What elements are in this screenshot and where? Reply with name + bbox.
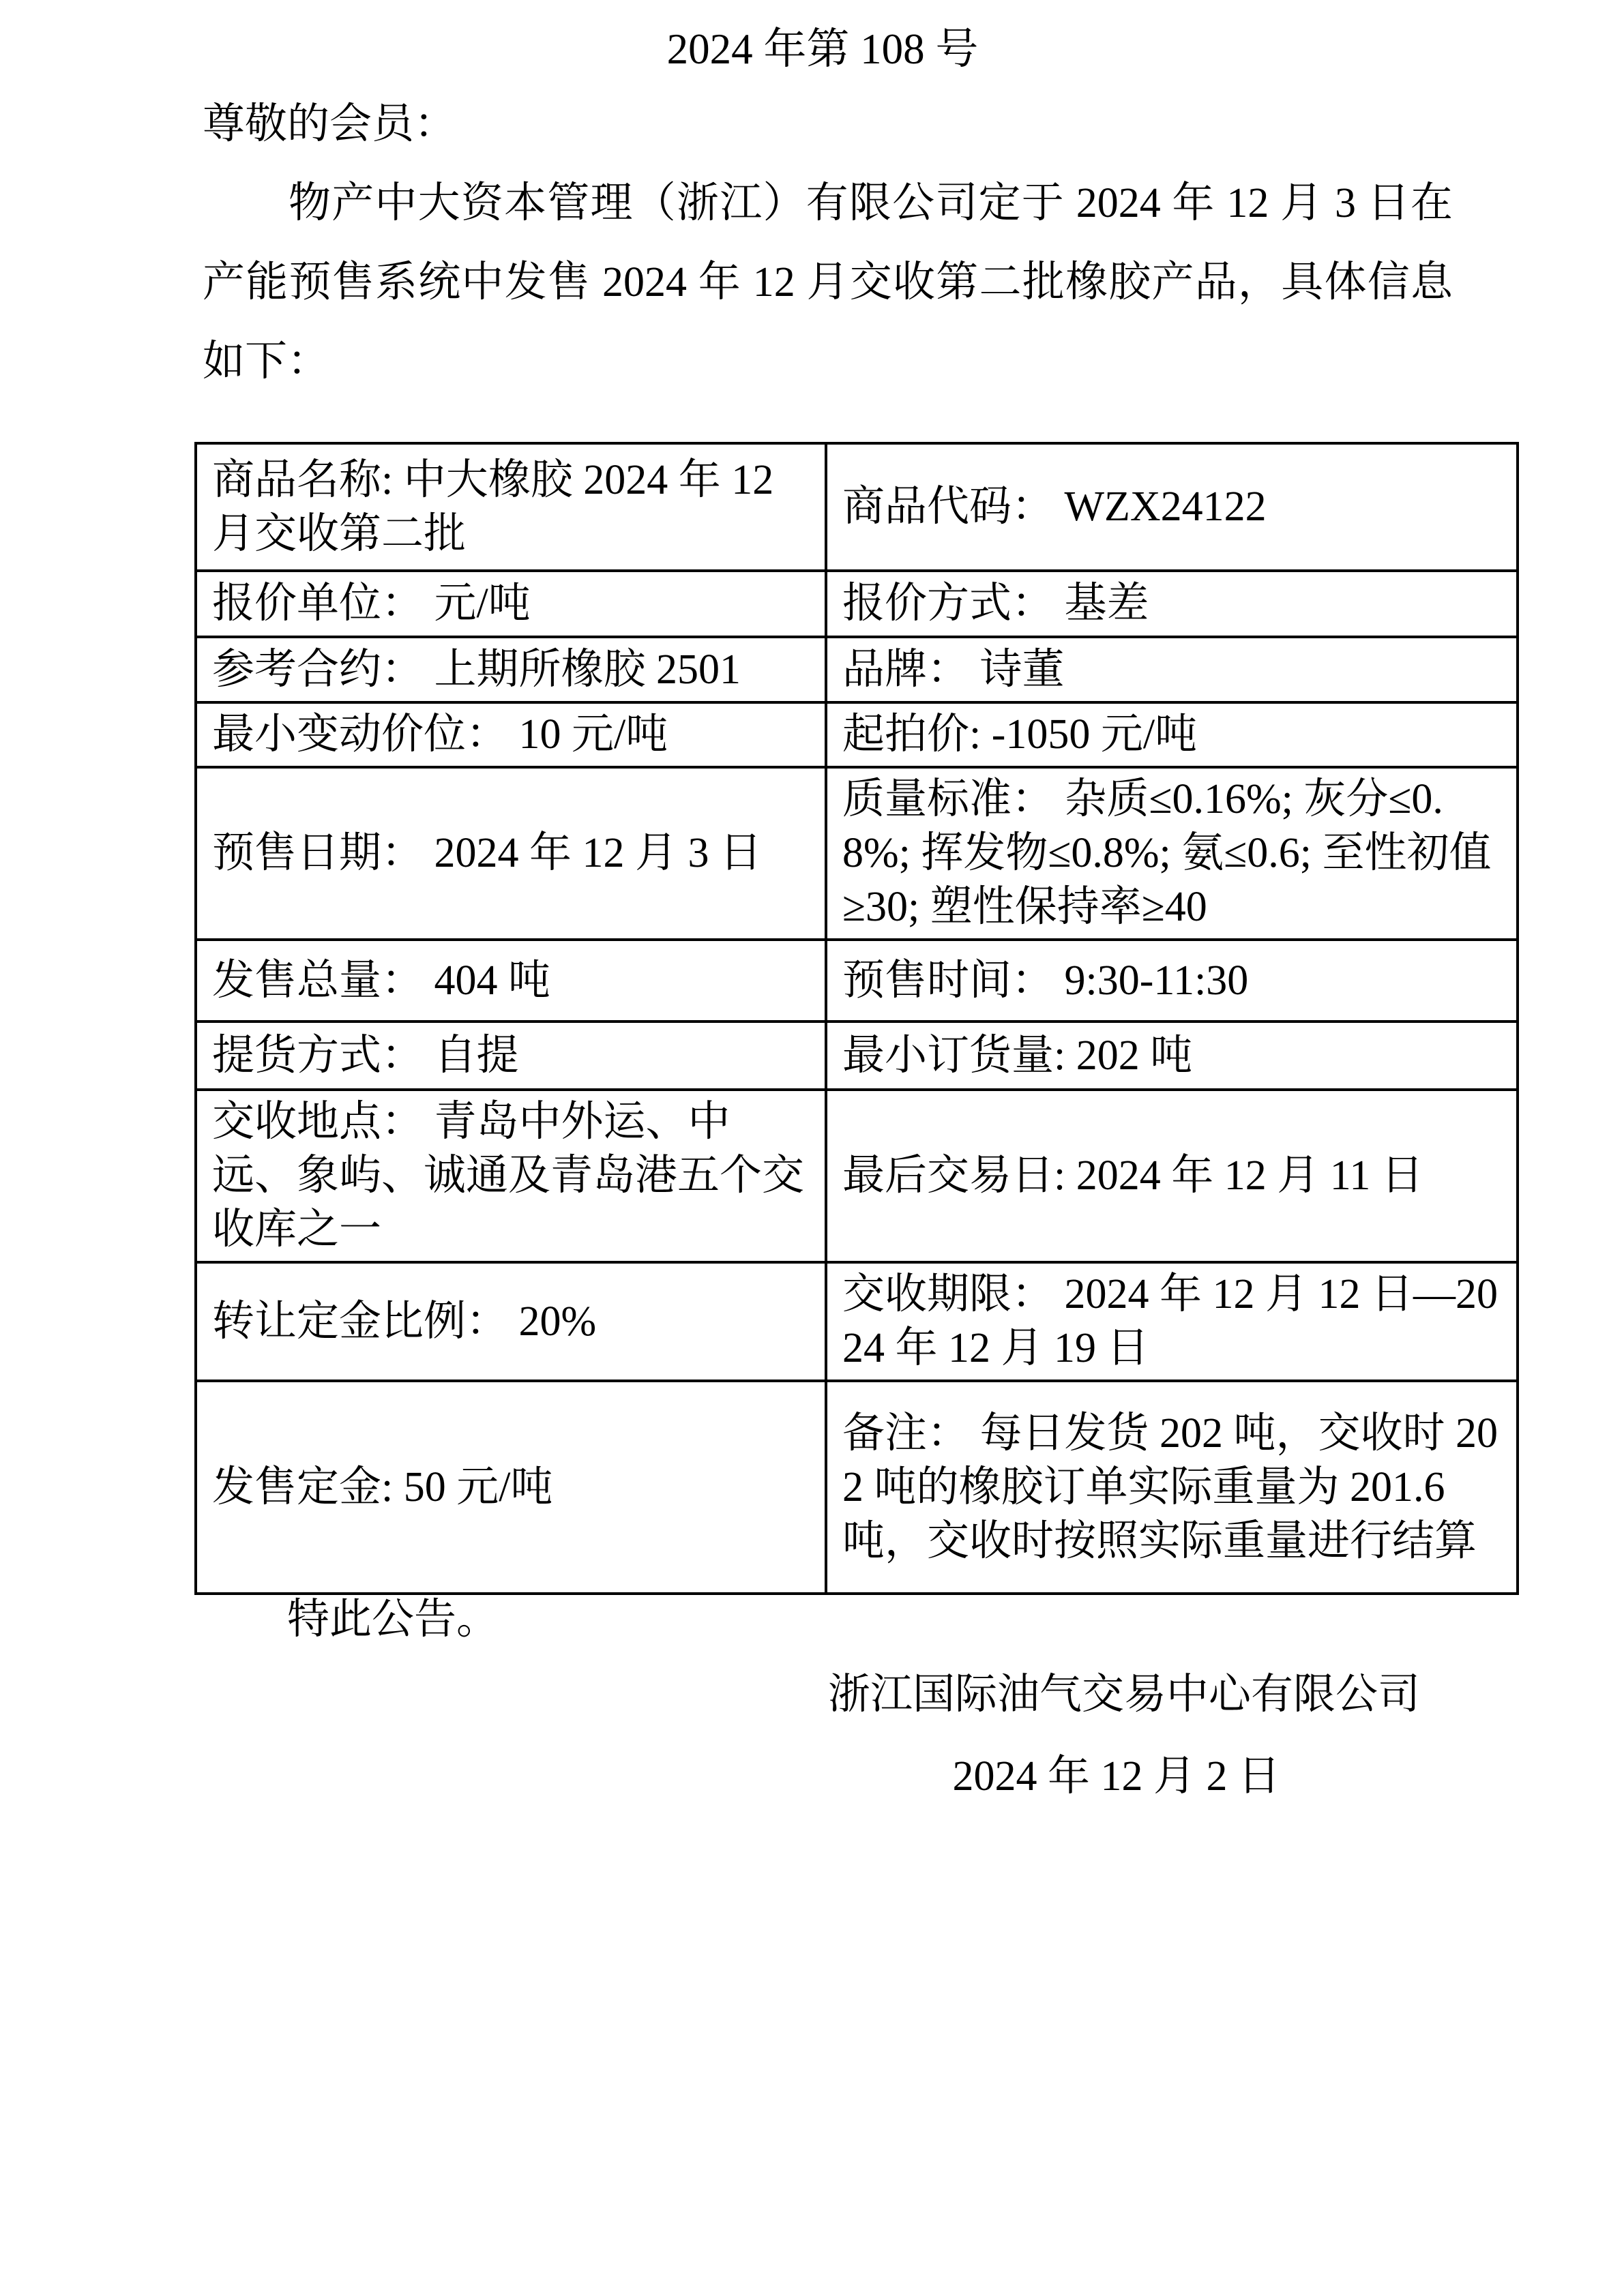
product-info-table [194, 442, 1519, 1595]
cell-start-price: 起拍价: -1050 元/吨 [826, 702, 1518, 767]
cell-quality-standard: 质量标准： 杂质≤0.16%; 灰分≤0.8%; 挥发物≤0.8%; 氨≤0.6; 至性初值≥30; 塑性保持率≥40 [826, 767, 1518, 940]
cell-min-order: 最小订货量: 202 吨 [826, 1022, 1518, 1090]
salutation: 尊敬的会员： [203, 101, 457, 147]
cell-delivery-period: 交收期限： 2024 年 12 月 12 日—2024 年 12 月 19 日 [826, 1262, 1518, 1381]
table-row [196, 443, 1518, 571]
cell-quote-method: 报价方式： 基差 [826, 571, 1518, 637]
table-row [196, 767, 1518, 940]
cell-total-volume: 发售总量： 404 吨 [196, 940, 826, 1022]
issuer-name: 浙江国际油气交易中心有限公司 [827, 1671, 1420, 1718]
table-row [196, 702, 1518, 767]
cell-delivery-location: 交收地点： 青岛中外运、中远、象屿、诚通及青岛港五个交收库之一 [196, 1090, 826, 1262]
doc-number: 2024 年第 108 号 [666, 25, 979, 73]
table-row [196, 1262, 1518, 1381]
cell-min-tick: 最小变动价位： 10 元/吨 [196, 702, 826, 767]
cell-transfer-deposit-ratio: 转让定金比例： 20% [196, 1262, 826, 1381]
cell-brand: 品牌： 诗董 [826, 637, 1518, 702]
closing-statement: 特此公告。 [287, 1596, 499, 1643]
cell-reference-contract: 参考合约： 上期所橡胶 2501 [196, 637, 826, 702]
cell-last-trading-day: 最后交易日: 2024 年 12 月 11 日 [826, 1090, 1518, 1262]
cell-product-name: 商品名称: 中大橡胶 2024 年 12 月交收第二批 [196, 443, 826, 571]
cell-sale-deposit: 发售定金: 50 元/吨 [196, 1381, 826, 1594]
cell-pickup-method: 提货方式： 自提 [196, 1022, 826, 1090]
table-row [196, 571, 1518, 637]
table-row [196, 940, 1518, 1022]
cell-presale-time: 预售时间： 9:30-11:30 [826, 940, 1518, 1022]
table-row [196, 1022, 1518, 1090]
issue-date: 2024 年 12 月 2 日 [952, 1753, 1280, 1800]
intro-paragraph: 物产中大资本管理（浙江）有限公司定于 2024 年 12 月 3 日在产能预售系统中发售 2024 年 12 月交收第二批橡胶产品，具体信息如下： [203, 180, 1453, 385]
table-row [196, 637, 1518, 702]
cell-presale-date: 预售日期： 2024 年 12 月 3 日 [196, 767, 826, 940]
table-row [196, 1090, 1518, 1262]
cell-remarks: 备注： 每日发货 202 吨，交收时 202 吨的橡胶订单实际重量为 201.6 吨，交收时按照实际重量进行结算 [826, 1381, 1518, 1594]
cell-quote-unit: 报价单位： 元/吨 [196, 571, 826, 637]
table-row [196, 1381, 1518, 1594]
cell-product-code: 商品代码： WZX24122 [826, 443, 1518, 571]
